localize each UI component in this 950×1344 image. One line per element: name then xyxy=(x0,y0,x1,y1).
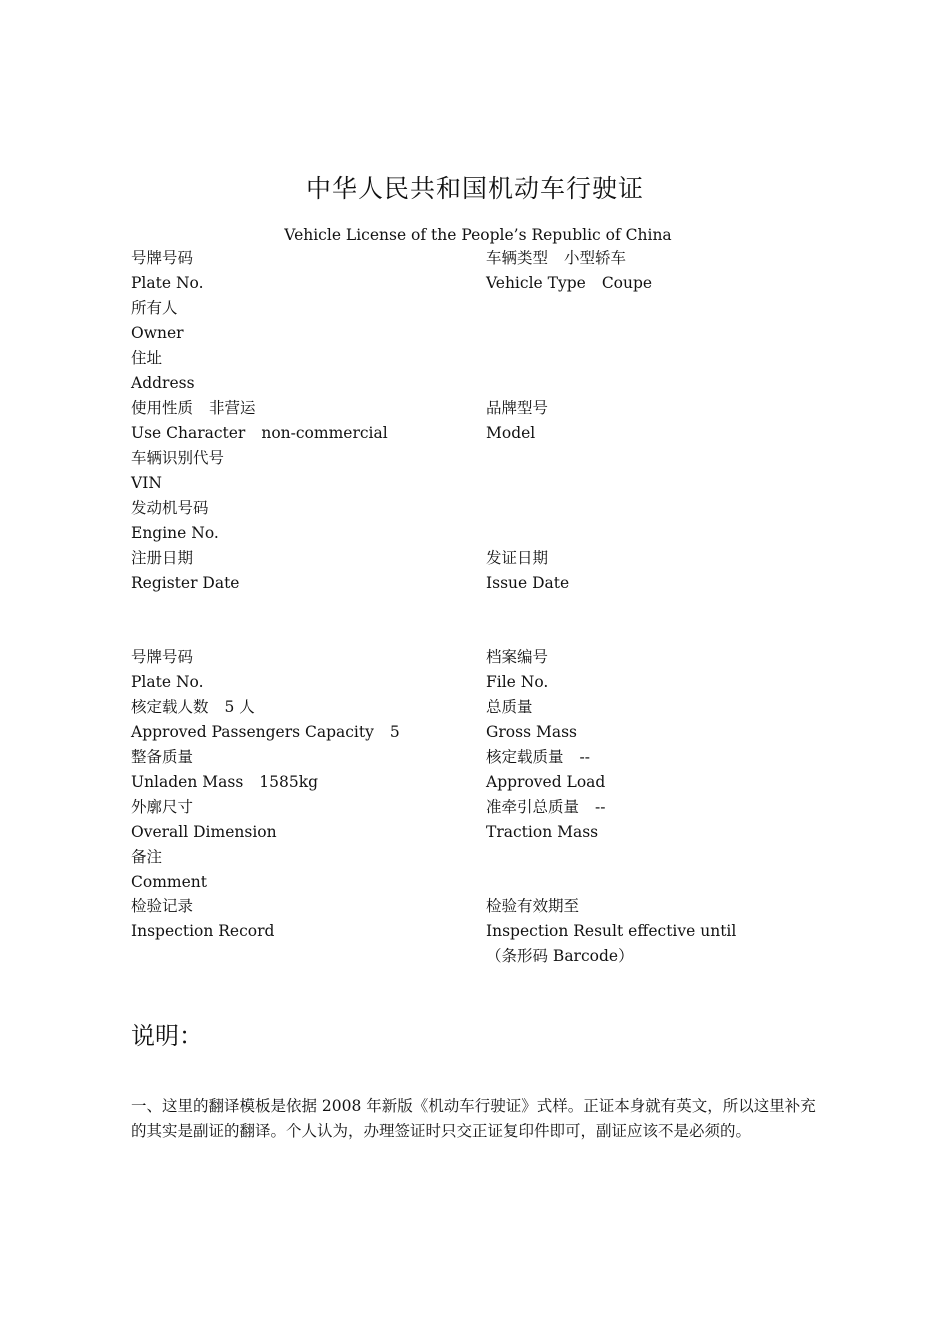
approved-load-label-cn: 核定载质量 xyxy=(486,748,564,766)
gross-mass-label-en: Gross Mass xyxy=(486,723,577,741)
unladen-mass-row-en xyxy=(131,771,318,793)
engine-label-cn: 发动机号码 xyxy=(131,499,209,517)
document-title-chinese: 中华人民共和国机动车行驶证 xyxy=(305,174,644,203)
vehicle-type-label-cn: 车辆类型 xyxy=(486,249,549,267)
passengers-label-cn: 核定载人数 xyxy=(131,698,209,716)
engine-label-en: Engine No. xyxy=(131,524,219,542)
inspection-record-label-cn: 检验记录 xyxy=(131,897,194,915)
file-no-label-cn: 档案编号 xyxy=(486,648,549,666)
passengers-value-cn: 5 人 xyxy=(224,698,255,716)
inspection-record-label-en: Inspection Record xyxy=(131,922,275,940)
plate-label-cn: 号牌号码 xyxy=(131,249,194,267)
plate-label-en: Plate No. xyxy=(131,274,204,292)
approved-load-row-cn xyxy=(486,746,590,768)
comment-label-en: Comment xyxy=(131,873,207,891)
unladen-mass-label-cn: 整备质量 xyxy=(131,748,194,766)
model-label-cn: 品牌型号 xyxy=(486,399,549,417)
notes-heading: 说明： xyxy=(131,1022,203,1050)
notes-paragraph: 一、这里的翻译模板是依据 2008 年新版《机动车行驶证》式样。正证本身就有英文，所以这里补充的其实是副证的翻译。个人认为，办理签证时只交正证复印件即可，副证应该不是必须的。 xyxy=(131,1097,816,1140)
passengers-label-en: Approved Passengers Capacity xyxy=(131,723,374,741)
vin-label-cn: 车辆识别代号 xyxy=(131,449,225,467)
owner-label-en: Owner xyxy=(131,324,184,342)
issue-date-label-en: Issue Date xyxy=(486,574,570,592)
passengers-row-en xyxy=(131,721,400,743)
owner-label-cn: 所有人 xyxy=(131,299,178,317)
comment-label-cn: 备注 xyxy=(131,848,163,866)
use-character-label-en: Use Character xyxy=(131,424,246,442)
traction-mass-value-cn: -- xyxy=(595,798,606,816)
vehicle-type-row-en xyxy=(486,272,652,294)
vehicle-type-value-cn: 小型轿车 xyxy=(564,249,627,267)
issue-date-label-cn: 发证日期 xyxy=(486,549,549,567)
traction-mass-row-cn xyxy=(486,796,606,818)
barcode-placeholder: （条形码 Barcode） xyxy=(486,947,634,965)
address-label-cn: 住址 xyxy=(131,349,163,367)
use-character-value-en: non-commercial xyxy=(261,424,388,442)
vehicle-type-row-cn xyxy=(486,247,626,269)
use-character-value-cn: 非营运 xyxy=(209,399,256,417)
address-label-en: Address xyxy=(131,374,195,392)
model-label-en: Model xyxy=(486,424,536,442)
unladen-mass-label-en: Unladen Mass xyxy=(131,773,244,791)
dimension-label-en: Overall Dimension xyxy=(131,823,277,841)
back-plate-label-cn: 号牌号码 xyxy=(131,648,194,666)
vehicle-type-value-en: Coupe xyxy=(601,274,653,292)
gross-mass-label-cn: 总质量 xyxy=(486,698,533,716)
vehicle-type-label-en: Vehicle Type xyxy=(486,274,586,292)
register-date-label-en: Register Date xyxy=(131,574,240,592)
file-no-label-en: File No. xyxy=(486,673,549,691)
traction-mass-label-en: Traction Mass xyxy=(486,823,599,841)
dimension-label-cn: 外廓尺寸 xyxy=(131,798,194,816)
register-date-label-cn: 注册日期 xyxy=(131,549,194,567)
use-character-row-en xyxy=(131,422,388,444)
inspection-valid-label-en: Inspection Result effective until xyxy=(486,922,737,940)
use-character-label-cn: 使用性质 xyxy=(131,399,194,417)
inspection-valid-label-cn: 检验有效期至 xyxy=(486,897,580,915)
document-title-english: Vehicle License of the People’s Republic of China xyxy=(284,226,672,244)
vin-label-en: VIN xyxy=(131,474,162,492)
approved-load-value-cn: -- xyxy=(579,748,590,766)
approved-load-label-en: Approved Load xyxy=(486,773,606,791)
passengers-value-en: 5 xyxy=(389,723,400,741)
use-character-row-cn xyxy=(131,397,256,419)
unladen-mass-value-en: 1585kg xyxy=(259,773,319,791)
traction-mass-label-cn: 准牵引总质量 xyxy=(486,798,580,816)
passengers-row-cn xyxy=(131,696,255,718)
back-plate-label-en: Plate No. xyxy=(131,673,204,691)
